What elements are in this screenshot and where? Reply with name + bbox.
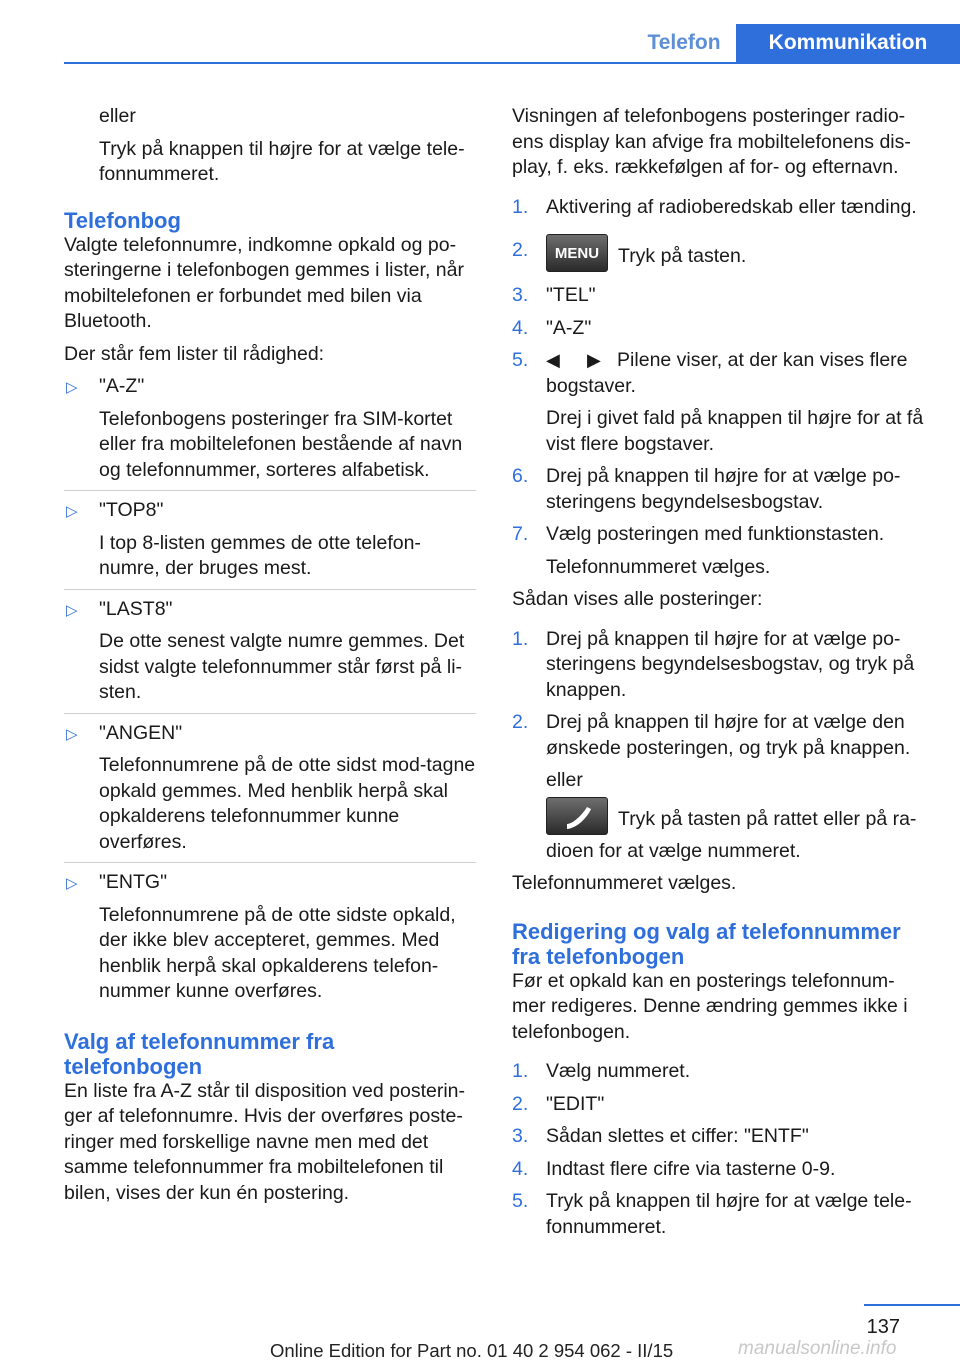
step-number: 4. [512,316,529,339]
step-item [512,1189,928,1240]
list-item-title: "LAST8" [99,597,173,620]
divider [64,490,476,491]
triangle-bullet-icon: ▷ [66,725,78,743]
step-text: Vælg nummeret. [546,1060,691,1082]
step-number: 2. [512,1092,529,1115]
step-number: 6. [512,465,529,487]
divider [64,862,476,863]
step-text: Indtast flere cifre via tasterne 0-9. [546,1157,836,1180]
step-item [512,1124,928,1150]
step-text: Drej på knappen til højre for at vælge po-steringens begyndelsesbogstav, og tryk på knappen. [546,627,915,701]
intro-text: Tryk på knappen til højre for at vælge tele-fonnummeret. [99,137,465,185]
step-text: Drej på knappen til højre for at vælge po-steringens begyndelsesbogstav. [546,465,901,513]
list-item [64,870,476,1005]
arrow-left-icon: ◀ [546,350,560,370]
step-item [512,1092,928,1118]
step-text: Sådan slettes et ciffer: "ENTF" [546,1125,809,1147]
list-item-title: "ENTG" [99,871,168,893]
step-number: 5. [512,1190,529,1212]
list-item-text: Telefonnumrene på de otte sidste opkald, der ikke blev accepteret, gemmes. Med henblik herpå skal opkalderens telefon-nummer kunne overføres. [99,903,456,1002]
step-item [512,195,928,221]
step-item [512,238,928,276]
list-item-title: "ANGEN" [99,721,183,744]
tab-telefon[interactable]: Telefon [647,31,721,54]
step-text: Drej på knappen til højre for at vælge den ønskede posteringen, og tryk på knappen. [546,711,911,759]
triangle-bullet-icon: ▷ [66,503,78,520]
menu-button-icon [546,234,608,272]
step-item [512,316,928,342]
list-item [64,498,476,582]
arrow-right-icon: ▶ [586,350,601,370]
triangle-bullet-icon: ▷ [66,379,78,396]
step-number: 3. [512,284,529,306]
step-eller: eller [546,769,583,791]
page-number: 137 [866,1316,900,1338]
intro-eller: eller [99,105,136,127]
triangle-bullet-icon: ▷ [66,875,78,892]
step-text: "TEL" [546,284,596,306]
list-item [64,597,476,706]
phone-button-icon [546,797,608,835]
step-item [512,1059,928,1085]
step-number: 1. [512,195,529,218]
step-item [512,627,928,704]
intro-paragraph: Visningen af telefonbogens posteringer radio-ens display kan afvige fra mobiltelefonens dis-play, f. eks. rækkefølgen af for- og efternavn. [512,105,911,178]
list-item-text: Telefonbogens posteringer fra SIM-kortet eller fra mobiltelefonen bestående af navn og telefonnummer, sorteres alfabetisk. [99,407,463,481]
step-item [512,348,928,457]
triangle-bullet-icon: ▷ [66,601,78,619]
step-text: Aktivering af radioberedskab eller tænding. [546,195,917,218]
step-text: "EDIT" [546,1092,605,1115]
step-text-row [546,238,928,276]
edition-text: Online Edition for Part no. 01 40 2 954 062 - II/15 [270,1340,674,1361]
step-text: Vælg posteringen med funktionstasten. [546,523,885,545]
watermark: manualsonline.info [738,1338,897,1359]
list-item-text: De otte senest valgte numre gemmes. Det sidst valgte telefonnummer står først på li-sten. [99,630,465,703]
step-number: 2. [512,711,529,733]
step-text: Tryk på knappen til højre for at vælge tele-fonnummeret. [546,1190,912,1238]
tab-kommunikation[interactable]: Kommunikation [736,24,960,62]
list-item [64,374,476,483]
header-rule [64,62,960,64]
step-number: 1. [512,627,529,650]
step-item [512,522,928,580]
redigering-heading: Redigering og valg af telefonnummer fra telefonbogen [512,918,901,969]
step-text: Pilene viser, at der kan vises flere bogstaver. [546,349,908,397]
step-text-row [546,801,928,865]
lists-intro: Der står fem lister til rådighed: [64,342,325,365]
step-number: 1. [512,1060,529,1082]
divider [64,589,476,590]
step-item [512,464,928,515]
menu-icon-label: MENU [554,245,600,262]
step-number: 2. [512,239,529,261]
divider [64,713,476,714]
telefonbog-paragraph: Valgte telefonnumre, indkomne opkald og po-steringerne i telefonbogen gemmes i lister, når mobiltelefonen er forbundet med bilen via Bluetooth. [64,233,464,332]
step-subtext: Drej i givet fald på knappen til højre for at få vist flere bogstaver. [546,407,924,455]
step-subtext: Tryk på tasten på rattet eller på ra-dioen for at vælge nummeret. [546,807,917,862]
list-item-title: "TOP8" [99,499,164,521]
valg-heading: Valg af telefonnummer fra telefonbogen [64,1028,335,1079]
valg-paragraph: En liste fra A-Z står til disposition ved posterin-ger af telefonnumre. Hvis der overføres poste-ringer med forskellige navne men med det samme telefonnummer fra mobiltelefonen til bilen, vises der kun én postering. [64,1079,465,1204]
left-column [64,104,476,1213]
step-item [512,283,928,309]
list-item-title: "A-Z" [99,375,145,397]
show-all-text: Sådan vises alle posteringer: [512,588,763,610]
footer-rule [864,1304,960,1306]
step-text: "A-Z" [546,316,592,339]
step-number: 3. [512,1125,529,1147]
step-number: 4. [512,1157,529,1180]
step-number: 5. [512,349,529,371]
redigering-paragraph: Før et opkald kan en posterings telefonnum-mer redigeres. Denne ændring gemmes ikke i telefonbogen. [512,969,908,1043]
step-item [512,1157,928,1183]
step-number: 7. [512,523,529,545]
selected-text: Telefonnummeret vælges. [512,872,737,894]
step-text: Tryk på tasten. [618,245,747,268]
step-text-row [546,348,928,399]
step-item [512,710,928,864]
telefonbog-heading: Telefonbog [64,207,181,233]
right-column [512,104,928,1247]
step-subtext: Telefonnummeret vælges. [546,555,771,578]
list-item-text: Telefonnumrene på de otte sidst mod-tagne opkald gemmes. Med henblik herpå skal opkalderens telefonnummer kunne overføres. [99,754,476,853]
list-item-text: I top 8-listen gemmes de otte telefon-numre, der bruges mest. [99,531,421,579]
list-item [64,721,476,856]
